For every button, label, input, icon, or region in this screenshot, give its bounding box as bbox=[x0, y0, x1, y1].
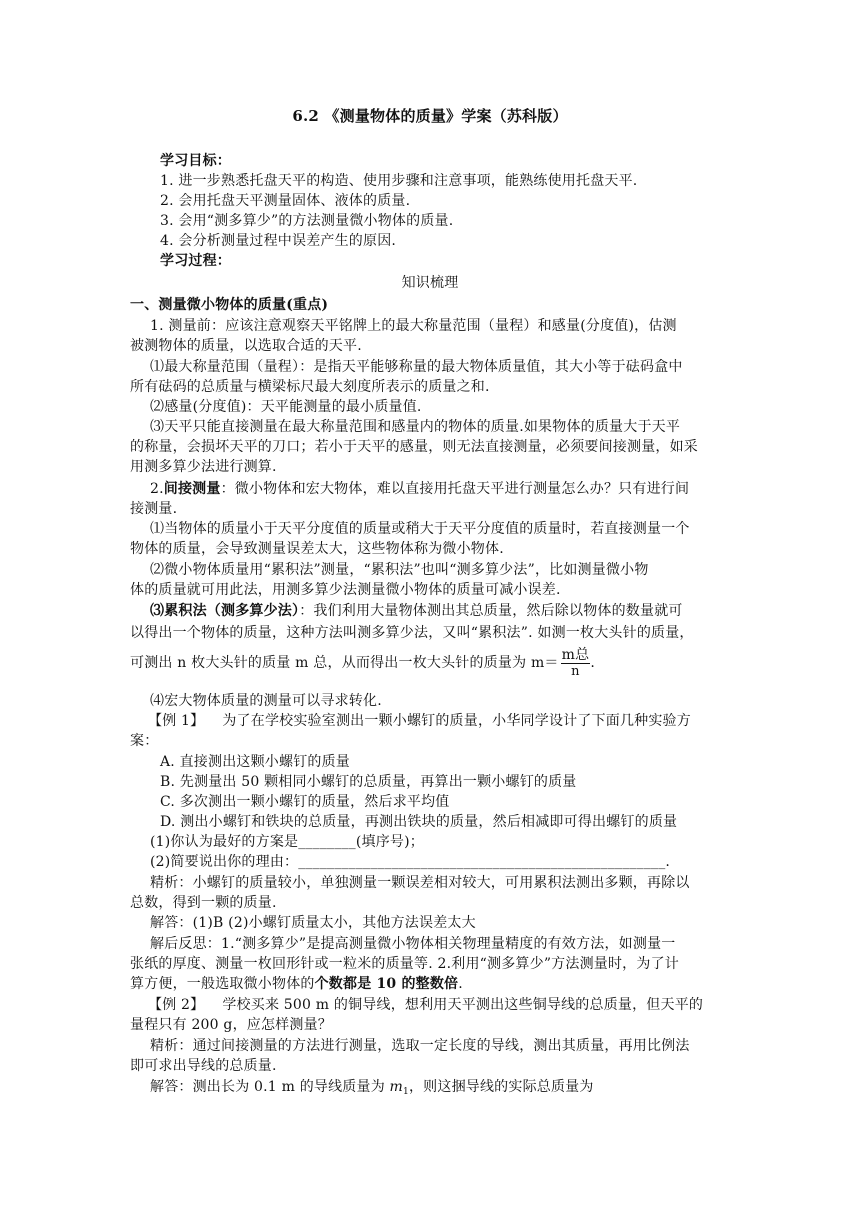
inline-text: ：我们利用大量物体测出其总质量，然后除以物体的数量就可 bbox=[299, 603, 683, 619]
paragraph-line: ⑴当物体的质量小于天平分度值的质量或稍大于天平分度值的质量时，若直接测量一个 bbox=[150, 521, 690, 537]
paragraph-line: 1. 测量前：应该注意观察天平铭牌上的最大称量范围（量程）和感量(分度值)，估测 bbox=[150, 318, 677, 334]
paragraph-line: 用测多算少法进行测算. bbox=[130, 459, 277, 475]
item-number: 2. bbox=[150, 481, 164, 497]
paragraph-line: ⑵感量(分度值)：天平能测量的最小质量值. bbox=[150, 399, 422, 415]
inline-text: 解答：测出长为 0.1 m 的导线质量为 bbox=[150, 1079, 390, 1095]
paragraph-line: 总数，得到一颗的质量. bbox=[130, 895, 277, 911]
objective-item: 1. 进一步熟悉托盘天平的构造、使用步骤和注意事项，能熟练使用托盘天平. bbox=[160, 173, 638, 189]
math-subscript: 1 bbox=[403, 1087, 409, 1097]
paragraph-line: 的称量，会损坏天平的刀口；若小于天平的感量，则无法直接测量，必须要间接测量，如采 bbox=[130, 439, 698, 455]
question-line: (2)简要说出你的理由：___________________________________________________. bbox=[150, 854, 671, 870]
paragraph-line: ⑵微小物体质量用“累积法”测量，“累积法”也叫“测多算少法”，比如测量微小物 bbox=[150, 562, 649, 578]
paragraph-line: 解后反思：1.“测多算少”是提高测量微小物体相关物理量精度的有效方法，如测量一 bbox=[150, 936, 676, 952]
inline-text: 学校买来 500 m 的铜导线，想利用天平测出这些铜导线的总质量，但天平的 bbox=[222, 997, 704, 1013]
inline-text: 为了在学校实验室测出一颗小螺钉的质量，小华同学设计了下面几种实验方 bbox=[222, 713, 691, 729]
objective-item: 2. 会用托盘天平测量固体、液体的质量. bbox=[160, 193, 411, 209]
paragraph-line bbox=[130, 974, 730, 994]
paragraph-line: 精析：通过间接测量的方法进行测量，选取一定长度的导线，测出其质量，再用比例法 bbox=[150, 1038, 690, 1054]
answer-line bbox=[150, 1077, 750, 1102]
bold-term: 个数都是 10 的整数倍 bbox=[314, 976, 459, 992]
objectives-heading: 学习目标： bbox=[160, 153, 231, 169]
paragraph-line bbox=[150, 479, 750, 499]
paragraph-line: 即可求出导线的总质量. bbox=[130, 1058, 277, 1074]
inline-text: 算方便，一般选取微小物体的 bbox=[130, 976, 315, 992]
bold-term: 间接测量 bbox=[163, 481, 221, 497]
example-2-line bbox=[148, 995, 748, 1015]
paragraph-line: 被测物体的质量，以选取合适的天平. bbox=[130, 338, 362, 354]
question-line: (1)你认为最好的方案是________(填序号)； bbox=[150, 834, 424, 850]
inline-text: 可测出 n 枚大头针的质量 m 总，从而得出一枚大头针的质量为 m＝ bbox=[130, 655, 559, 671]
fraction-numerator: m总 bbox=[561, 646, 590, 663]
option-item: C. 多次测出一颗小螺钉的质量，然后求平均值 bbox=[160, 794, 450, 810]
option-item: B. 先测量出 50 颗相同小螺钉的总质量，再算出一颗小螺钉的质量 bbox=[160, 774, 577, 790]
inline-text: . bbox=[458, 976, 463, 992]
inline-text: ，则这捆导线的实际总质量为 bbox=[408, 1079, 594, 1095]
paragraph-line: ⑶天平只能直接测量在最大称量范围和感量内的物体的质量.如果物体的质量大于天平 bbox=[150, 419, 681, 435]
paragraph-line: 接测量. bbox=[130, 501, 178, 517]
answer-line: 解答：(1)B (2)小螺钉质量太小，其他方法误差太大 bbox=[150, 915, 476, 931]
paragraph-line: 案： bbox=[130, 733, 159, 749]
paragraph-line: 张纸的厚度、测量一枚回形针或一粒米的质量等. 2.利用“测多算少”方法测量时，为了计 bbox=[130, 956, 679, 972]
option-item: D. 测出小螺钉和铁块的总质量，再测出铁块的质量，然后相减即可得出螺钉的质量 bbox=[160, 814, 678, 830]
paragraph-line: 体的质量就可用此法，用测多算少法测量微小物体的质量可减小误差. bbox=[130, 582, 561, 598]
section1-heading: 一、测量微小物体的质量(重点) bbox=[130, 297, 329, 313]
paragraph-line: ⑴最大称量范围（量程）：是指天平能够称量的最大物体质量值，其大小等于砝码盒中 bbox=[150, 359, 683, 375]
option-item: A. 直接测出这颗小螺钉的质量 bbox=[160, 754, 351, 770]
bold-term: ⑶累积法（测多算少法） bbox=[150, 603, 300, 619]
paragraph-line-with-fraction bbox=[130, 643, 730, 683]
objective-item: 4. 会分析测量过程中误差产生的原因. bbox=[160, 233, 397, 249]
inline-text: . bbox=[590, 655, 595, 671]
page-title: 6.2 《测量物体的质量》学案（苏科版） bbox=[292, 107, 568, 125]
paragraph-line: 以得出一个物体的质量，这种方法叫测多算少法，又叫“累积法”. 如测一枚大头针的质量， bbox=[130, 625, 694, 641]
fraction-denominator: n bbox=[571, 663, 580, 679]
paragraph-line: 所有砝码的总质量与横梁标尺最大刻度所表示的质量之和. bbox=[130, 379, 490, 395]
paragraph-line: 精析：小螺钉的质量较小，单独测量一颗误差相对较大，可用累积法测出多颗，再除以 bbox=[150, 875, 690, 891]
paragraph-line bbox=[150, 601, 750, 621]
section-center-title: 知识梳理 bbox=[401, 275, 459, 291]
inline-text: ：微小物体和宏大物体，难以直接用托盘天平进行测量怎么办？只有进行间 bbox=[220, 481, 690, 497]
example-1-line bbox=[148, 711, 748, 731]
process-heading: 学习过程： bbox=[160, 253, 231, 269]
math-variable: m bbox=[389, 1079, 404, 1095]
paragraph-line: 量程只有 200 g，应怎样测量？ bbox=[130, 1017, 332, 1033]
objective-item: 3. 会用“测多算少”的方法测量微小物体的质量. bbox=[160, 213, 454, 229]
paragraph-line: 物体的质量，会导致测量误差太大，这些物体称为微小物体. bbox=[130, 541, 504, 557]
paragraph-line: ⑷宏大物体质量的测量可以寻求转化. bbox=[150, 693, 382, 709]
fraction bbox=[561, 647, 591, 680]
example-label: 【例 2】 bbox=[148, 997, 205, 1013]
example-label: 【例 1】 bbox=[148, 713, 205, 729]
